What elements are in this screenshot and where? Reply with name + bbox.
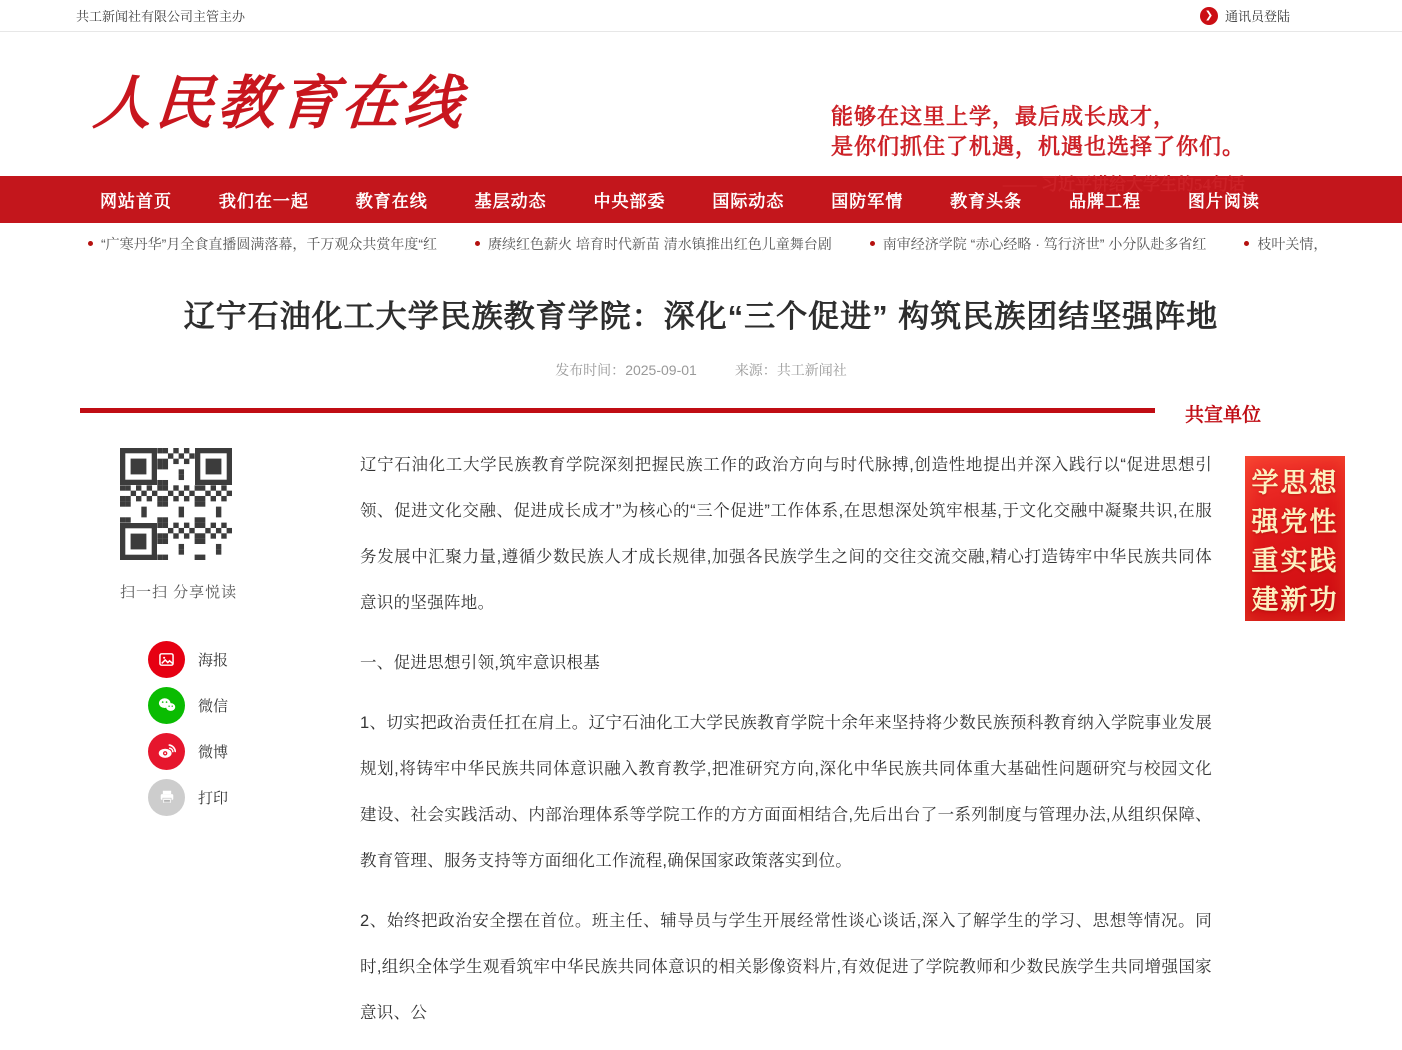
share-list xyxy=(120,640,300,816)
sidebar-column xyxy=(1245,456,1345,621)
nav-item[interactable]: 我们在一起 xyxy=(218,192,309,211)
quote-line-2: 是你们抓住了机遇，机遇也选择了你们。 xyxy=(830,134,1245,159)
nav-item[interactable]: 教育在线 xyxy=(355,192,428,211)
article-meta xyxy=(0,360,1402,380)
banner-line: 学思想 xyxy=(1251,468,1339,498)
quote-attribution: —— 习近平讲给大学生的54句话 xyxy=(1002,175,1245,194)
share-print-button[interactable] xyxy=(148,778,300,816)
article-title: 辽宁石油化工大学民族教育学院：深化“三个促进” 构筑民族团结坚强阵地 xyxy=(183,299,1219,334)
ticker-link[interactable]: 南审经济学院 “赤心经略 · 笃行济世” 小分队赴多省红 xyxy=(882,235,1207,252)
ticker-item[interactable] xyxy=(88,234,437,254)
article-body xyxy=(360,442,1212,1050)
quote-line-1: 能够在这里上学，最后成长成才， xyxy=(830,104,1176,129)
login-label: 通讯员登陆 xyxy=(1224,9,1290,24)
bullet-icon xyxy=(88,241,93,246)
share-weibo-button[interactable] xyxy=(148,732,300,770)
header-quote xyxy=(831,102,1245,195)
site-logo[interactable]: 人民教育在线 xyxy=(91,69,469,137)
article-paragraph: 1、切实把政治责任扛在肩上。辽宁石油化工大学民族教育学院十余年来坚持将少数民族预科教育纳入学院事业发展规划,将铸牢中华民族共同体意识融入教育教学,把准研究方向,深化中华民族共同体重大基础性问题研究与校园文化建设、社会实践活动、内部治理体系等学院工作的方方面面相结合,先后出台了一系列制度与管理办法,从组织保障、教育管理、服务支持等方面细化工作流程,确保国家政策落实到位。 xyxy=(360,714,1212,870)
nav-item[interactable]: 网站首页 xyxy=(100,192,172,211)
correspondent-login-link[interactable] xyxy=(1200,6,1290,25)
share-wechat-button[interactable] xyxy=(148,686,300,724)
promo-banner[interactable] xyxy=(1245,456,1345,621)
sponsor-text: 共工新闻社有限公司主管主办 xyxy=(76,9,246,24)
share-poster-label: 海报 xyxy=(198,651,229,669)
article-paragraph: 2、始终把政治安全摆在首位。班主任、辅导员与学生开展经常性谈心谈话,深入了解学生的学习、思想等情况。同时,组织全体学生观看筑牢中华民族共同体意识的相关影像资料片,有效促进了学院教师和少数民族学生共同增强国家意识、公 xyxy=(360,912,1212,1022)
sidebar-heading: 共宣单位 xyxy=(1185,405,1262,426)
news-ticker xyxy=(0,223,1402,265)
nav-item[interactable]: 品牌工程 xyxy=(1069,192,1141,211)
ticker-item[interactable] xyxy=(870,234,1207,254)
main-content xyxy=(0,422,1402,1050)
red-divider xyxy=(80,408,1155,413)
ticker-item[interactable] xyxy=(1244,234,1327,254)
bullet-icon xyxy=(870,241,875,246)
login-arrow-icon: ❯ xyxy=(1200,7,1218,25)
share-poster-button[interactable] xyxy=(148,640,300,678)
banner-line: 重实践 xyxy=(1251,546,1339,576)
site-header xyxy=(0,32,1402,194)
qr-code xyxy=(120,448,232,560)
banner-line: 强党性 xyxy=(1251,507,1339,537)
nav-item[interactable]: 图片阅读 xyxy=(1187,192,1260,211)
qr-caption: 扫一扫 分享悦读 xyxy=(120,584,238,601)
wechat-icon xyxy=(148,687,185,724)
bullet-icon xyxy=(475,241,480,246)
source-label: 来源： xyxy=(734,362,777,378)
share-weibo-label: 微博 xyxy=(198,743,229,761)
ticker-item[interactable] xyxy=(475,234,832,254)
bullet-icon xyxy=(1244,241,1249,246)
nav-item[interactable]: 国防军情 xyxy=(831,192,904,211)
share-wechat-label: 微信 xyxy=(198,697,229,715)
article-paragraph: 一、促进思想引领,筑牢意识根基 xyxy=(360,654,601,672)
ticker-link[interactable]: 枝叶关情， xyxy=(1257,235,1328,252)
print-icon xyxy=(148,779,185,816)
weibo-icon xyxy=(148,733,185,770)
nav-item[interactable]: 基层动态 xyxy=(474,192,547,211)
share-column xyxy=(120,448,300,816)
publish-time-value: 2025-09-01 xyxy=(625,362,697,378)
ticker-link[interactable]: 赓续红色薪火 培育时代新苗 清水镇推出红色儿童舞台剧 xyxy=(488,235,832,252)
source-value: 共工新闻社 xyxy=(776,362,847,378)
share-print-label: 打印 xyxy=(198,789,229,807)
nav-item[interactable]: 中央部委 xyxy=(593,192,666,211)
nav-item[interactable]: 国际动态 xyxy=(712,192,785,211)
top-bar xyxy=(0,0,1402,32)
poster-icon xyxy=(148,641,185,678)
article-paragraph: 辽宁石油化工大学民族教育学院深刻把握民族工作的政治方向与时代脉搏,创造性地提出并深入践行以“促进思想引领、促进文化交融、促进成长成才”为核心的“三个促进”工作体系,在思想深处筑牢根基,于文化交融中凝聚共识,在服务发展中汇聚力量,遵循少数民族人才成长规律,加强各民族学生之间的交往交流交融,精心打造铸牢中华民族共同体意识的坚强阵地。 xyxy=(360,456,1212,612)
publish-time-label: 发布时间： xyxy=(555,362,626,378)
ticker-link[interactable]: “广寒丹华”月全食直播圆满落幕，千万观众共赏年度“红 xyxy=(101,235,437,252)
divider-row xyxy=(0,400,1402,426)
nav-item[interactable]: 教育头条 xyxy=(950,192,1023,211)
banner-line: 建新功 xyxy=(1251,585,1339,615)
